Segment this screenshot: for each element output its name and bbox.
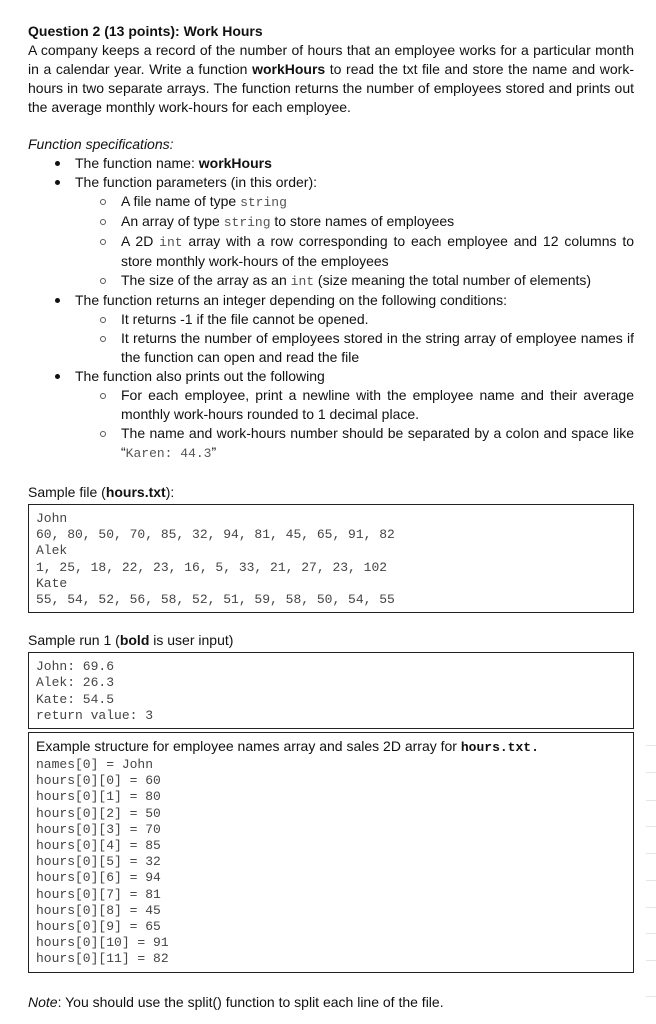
param-text-rest: array with a row corresponding to each employee and 12 columns to store monthly work-hours of the employees bbox=[121, 233, 634, 269]
note-label: Note bbox=[28, 993, 58, 1010]
structure-line: hours[0][0] = 60 bbox=[36, 773, 161, 789]
param-text-rest: to store names of employees bbox=[270, 213, 455, 229]
circle-bullet-icon bbox=[100, 336, 106, 342]
circle-bullet-icon bbox=[100, 219, 106, 225]
structure-line: hours[0][6] = 94 bbox=[36, 870, 161, 886]
specs-list bbox=[28, 154, 634, 463]
return-text: It returns the number of employees stored in the string array of employee names if the function can open and read the file bbox=[121, 330, 634, 365]
circle-bullet-icon bbox=[100, 278, 106, 284]
circle-bullet-icon bbox=[100, 239, 106, 245]
circle-bullet-icon bbox=[100, 199, 106, 205]
bullet-icon bbox=[55, 374, 60, 379]
bullet-icon bbox=[55, 180, 60, 185]
margin-tick bbox=[646, 772, 656, 773]
specs-heading: Function specifications: bbox=[28, 136, 174, 152]
note bbox=[28, 993, 634, 1012]
margin-tick bbox=[646, 745, 656, 746]
structure-line: hours[0][9] = 65 bbox=[36, 919, 161, 935]
question-intro bbox=[28, 41, 634, 117]
structure-line: hours[0][7] = 81 bbox=[36, 886, 161, 902]
file-line: 60, 80, 50, 70, 85, 32, 94, 81, 45, 65, 91, 82 bbox=[36, 527, 395, 543]
param-item bbox=[75, 212, 634, 232]
param-code: int bbox=[290, 274, 315, 289]
bullet-icon bbox=[55, 161, 60, 166]
margin-tick bbox=[646, 933, 656, 934]
spec-parameters bbox=[28, 173, 634, 291]
param-text: A file name of type bbox=[121, 193, 241, 209]
spec-returns bbox=[28, 291, 634, 367]
structure-line: hours[0][3] = 70 bbox=[36, 821, 161, 837]
structure-line: hours[0][4] = 85 bbox=[36, 838, 161, 854]
label-bold: hours.txt bbox=[105, 484, 166, 500]
label-text: Sample file ( bbox=[28, 484, 106, 500]
sample-file-label bbox=[28, 483, 634, 502]
return-item bbox=[75, 310, 634, 329]
param-text: An array of type bbox=[121, 213, 224, 229]
spec-text: The function returns an integer depending on the following conditions: bbox=[75, 292, 507, 308]
bullet-icon bbox=[55, 298, 60, 303]
param-code: string bbox=[223, 215, 271, 230]
output-line: John: 69.6 bbox=[36, 659, 115, 675]
margin-tick bbox=[646, 853, 656, 854]
intro-text-rest: to read the txt file and store the name and work-hours in two separate arrays. The function returns the number of employees stored and prints out the average monthly work-hours for each employee. bbox=[28, 61, 634, 115]
print-text-end: ” bbox=[211, 444, 217, 460]
param-code: int bbox=[159, 235, 183, 250]
question-page bbox=[28, 22, 634, 1012]
note-text: : You should use the split() function to split each line of the file. bbox=[57, 993, 444, 1010]
label-bold: bold bbox=[119, 632, 150, 649]
print-item bbox=[75, 386, 634, 424]
label-text-end: is user input) bbox=[149, 632, 234, 649]
example-structure-box bbox=[28, 732, 634, 973]
spec-bold: workHours bbox=[198, 155, 272, 171]
param-item bbox=[75, 192, 634, 212]
spec-text: The function parameters (in this order): bbox=[75, 174, 317, 190]
param-item bbox=[75, 232, 634, 271]
sample-run-box bbox=[28, 652, 634, 729]
margin-tick bbox=[646, 907, 656, 908]
output-line: return value: 3 bbox=[36, 707, 154, 723]
circle-bullet-icon bbox=[100, 393, 106, 399]
spec-text: The function name: bbox=[75, 155, 199, 171]
margin-tick bbox=[646, 800, 656, 801]
file-line: Alek bbox=[36, 543, 68, 559]
structure-line: hours[0][1] = 80 bbox=[36, 789, 161, 805]
print-text: For each employee, print a newline with the employee name and their average monthly work-hours rounded to 1 decimal place. bbox=[121, 387, 634, 422]
file-line: 55, 54, 52, 56, 58, 52, 51, 59, 58, 50, 54, 55 bbox=[36, 592, 395, 608]
output-line: Kate: 54.5 bbox=[36, 691, 115, 707]
label-text-end: ): bbox=[165, 484, 175, 500]
param-code: string bbox=[240, 195, 287, 210]
example-structure-heading bbox=[36, 737, 626, 757]
file-line: Kate bbox=[36, 575, 68, 591]
circle-bullet-icon bbox=[100, 317, 106, 323]
file-line: 1, 25, 18, 22, 23, 16, 5, 33, 21, 27, 23, 102 bbox=[36, 559, 388, 575]
margin-tick bbox=[646, 826, 656, 827]
prints-list bbox=[75, 386, 634, 463]
structure-line: hours[0][2] = 50 bbox=[36, 805, 161, 821]
circle-bullet-icon bbox=[100, 431, 106, 437]
file-line: John bbox=[36, 511, 68, 526]
spec-function-name bbox=[28, 154, 634, 173]
print-code-example: Karen: 44.3 bbox=[125, 446, 212, 461]
output-line: Alek: 26.3 bbox=[36, 675, 115, 691]
spec-text: The function also prints out the following bbox=[75, 368, 325, 384]
returns-list bbox=[75, 310, 634, 367]
margin-tick bbox=[646, 880, 656, 881]
question-title: Question 2 (13 points): Work Hours bbox=[28, 23, 263, 39]
sample-run-label bbox=[28, 631, 634, 650]
param-text: A 2D bbox=[121, 233, 160, 249]
param-text-rest: (size meaning the total number of elements) bbox=[314, 272, 592, 288]
heading-text: Example structure for employee names array and sales 2D array for bbox=[36, 738, 461, 755]
param-item bbox=[75, 271, 634, 291]
margin-tick bbox=[646, 996, 656, 997]
margin-tick bbox=[646, 960, 656, 961]
structure-line: hours[0][11] = 82 bbox=[36, 951, 169, 967]
return-text: It returns -1 if the file cannot be opened. bbox=[121, 311, 369, 327]
structure-line: hours[0][10] = 91 bbox=[36, 935, 169, 951]
intro-text: A company keeps a record of the number of hours that an employee works for a particular month in a calendar year. Write a function bbox=[28, 42, 634, 77]
structure-line: names[0] = John bbox=[36, 757, 154, 773]
return-item bbox=[75, 329, 634, 367]
param-text: The size of the array as an bbox=[121, 272, 291, 288]
print-item bbox=[75, 424, 634, 463]
structure-line: hours[0][5] = 32 bbox=[36, 854, 161, 870]
spec-prints bbox=[28, 367, 634, 463]
sample-file-box bbox=[28, 504, 634, 613]
function-name-bold: workHours bbox=[252, 61, 326, 77]
params-list bbox=[75, 192, 634, 291]
label-text: Sample run 1 ( bbox=[28, 632, 120, 649]
heading-code: hours.txt. bbox=[460, 740, 539, 756]
structure-line: hours[0][8] = 45 bbox=[36, 902, 161, 918]
print-text: The name and work-hours number should be separated by a colon and space like “ bbox=[121, 425, 634, 460]
